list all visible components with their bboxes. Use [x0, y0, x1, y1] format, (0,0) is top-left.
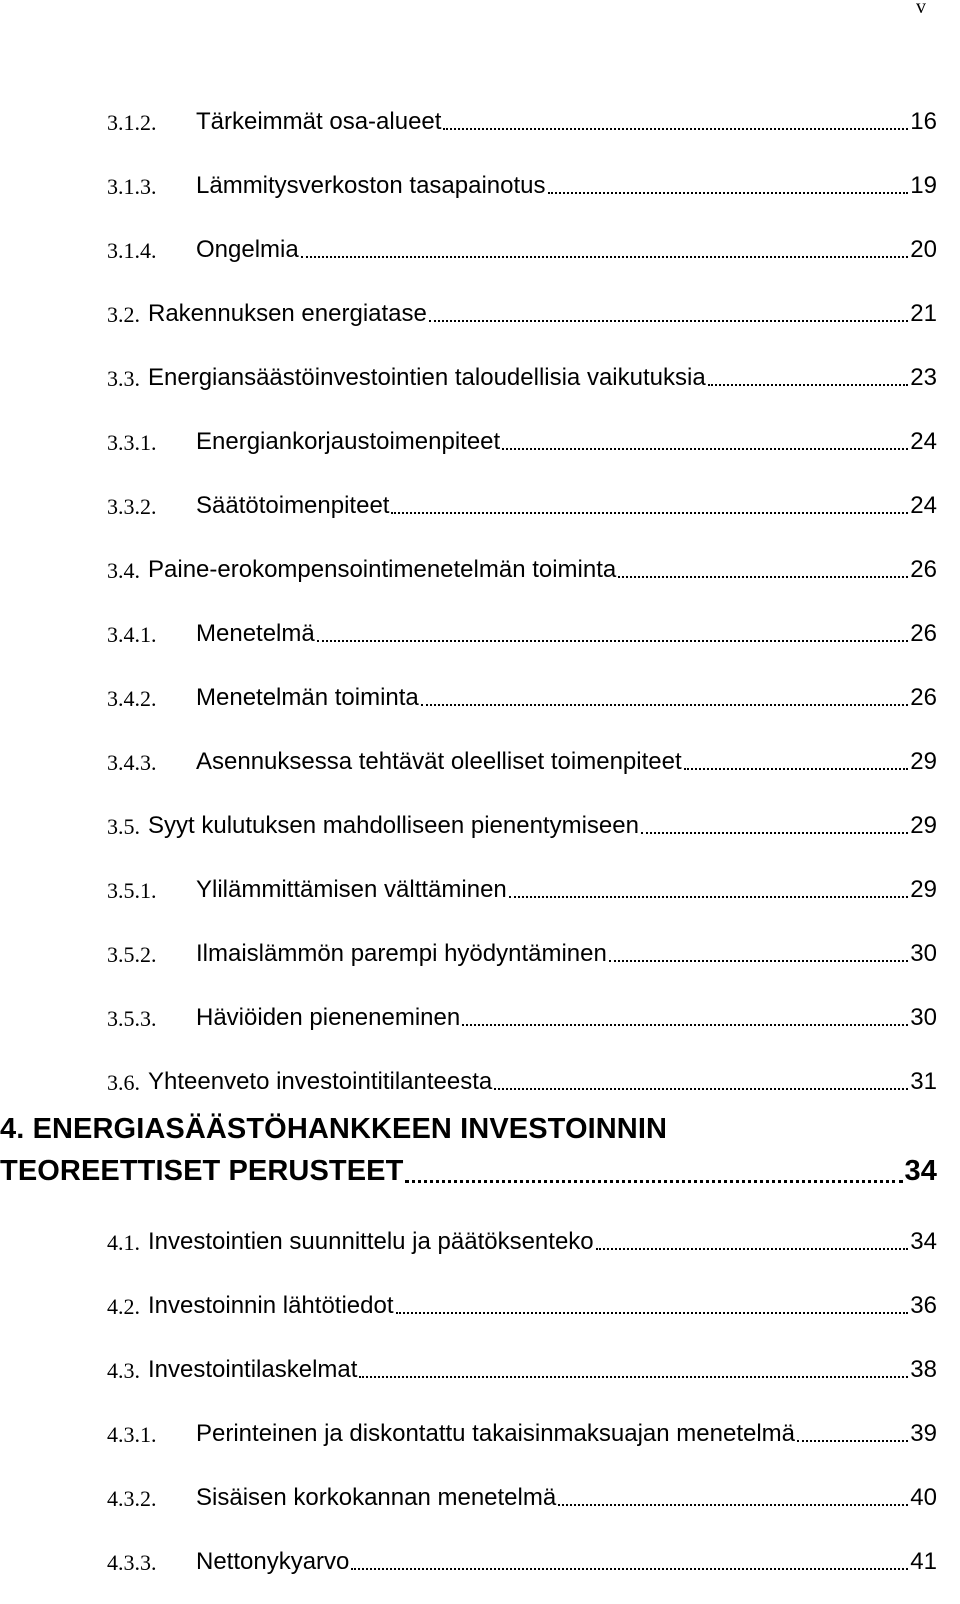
toc-entry-page: 41 [910, 1548, 937, 1576]
toc-entry-page: 23 [910, 364, 937, 392]
toc-entry[interactable] [107, 1408, 937, 1448]
toc-entry-title: Paine-erokompensointimenetelmän toiminta [148, 556, 617, 584]
toc-entry-page: 26 [910, 684, 937, 712]
toc-entry[interactable] [107, 928, 937, 968]
toc-entry[interactable] [107, 736, 937, 776]
toc-entry-page: 20 [910, 236, 937, 264]
dot-leader [708, 384, 909, 386]
toc-entry-title: Tärkeimmät osa-alueet [196, 108, 442, 136]
dot-leader [359, 1376, 908, 1378]
toc-entry[interactable] [107, 288, 937, 328]
toc-entry[interactable] [107, 864, 937, 904]
toc-entry[interactable] [107, 1536, 937, 1576]
chapter-title: ENERGIASÄÄSTÖHANKKEEN INVESTOINNIN [32, 1113, 668, 1145]
dot-leader [429, 320, 908, 322]
dot-leader [502, 448, 908, 450]
dot-leader [351, 1568, 908, 1570]
toc-entry[interactable] [107, 672, 937, 712]
dot-leader [797, 1440, 908, 1442]
toc-entry-number: 4.3.2. [107, 1485, 157, 1511]
toc-entry[interactable] [107, 480, 937, 520]
toc-entry-number: 3.5.3. [107, 1005, 157, 1031]
toc-entry[interactable] [107, 1216, 937, 1256]
chapter-title-line2-row [0, 1150, 937, 1192]
toc-entry-number: 3.6. [107, 1069, 140, 1095]
toc-entry-number: 3.5.2. [107, 941, 157, 967]
chapter-title-line1 [0, 1108, 937, 1150]
toc-entry-number: 4.2. [107, 1293, 140, 1319]
toc-entry-page: 24 [910, 492, 937, 520]
toc-entry-page: 26 [910, 620, 937, 648]
toc-entry[interactable] [107, 224, 937, 264]
dot-leader [494, 1088, 908, 1090]
toc-entry-number: 3.1.4. [107, 237, 157, 263]
toc-entry-title: Investointilaskelmat [148, 1356, 358, 1384]
dot-leader [684, 768, 909, 770]
toc-entry-number: 3.4. [107, 557, 140, 583]
toc-entry-title: Perinteinen ja diskontattu takaisinmaksuajan menetelmä [196, 1420, 796, 1448]
toc-entry-number: 3.3.2. [107, 493, 157, 519]
toc-entry[interactable] [107, 1056, 937, 1096]
toc-entry-title: Ilmaislämmön parempi hyödyntäminen [196, 940, 607, 968]
dot-leader [618, 576, 908, 578]
dot-leader [405, 1180, 902, 1183]
toc-entry[interactable] [107, 96, 937, 136]
toc-entry-page: 38 [910, 1356, 937, 1384]
toc-entry[interactable] [107, 416, 937, 456]
toc-entry[interactable] [107, 800, 937, 840]
toc-entry-page: 31 [910, 1068, 937, 1096]
chapter-page: 34 [904, 1155, 937, 1187]
toc-entry-number: 3.3.1. [107, 429, 157, 455]
toc-entry-title: Lämmitysverkoston tasapainotus [196, 172, 546, 200]
toc-entry-number: 3.1.3. [107, 173, 157, 199]
toc-entry[interactable] [107, 160, 937, 200]
toc-entry-page: 16 [910, 108, 937, 136]
dot-leader [558, 1504, 908, 1506]
toc-entry-title: Investointien suunnittelu ja päätöksenteko [148, 1228, 594, 1256]
toc-entry[interactable] [107, 1344, 937, 1384]
toc-entry-page: 21 [910, 300, 937, 328]
toc-entry-page: 29 [910, 876, 937, 904]
toc-entry-number: 3.4.1. [107, 621, 157, 647]
toc-entry-number: 4.3.3. [107, 1549, 157, 1575]
toc-entry-title: Energiankorjaustoimenpiteet [196, 428, 501, 456]
toc-entry-title: Yhteenveto investointitilanteesta [148, 1068, 493, 1096]
toc-entry-number: 3.1.2. [107, 109, 157, 135]
dot-leader [596, 1248, 909, 1250]
toc-entry[interactable] [107, 544, 937, 584]
toc-entry[interactable] [107, 1280, 937, 1320]
dot-leader [548, 192, 909, 194]
toc-entry-page: 34 [910, 1228, 937, 1256]
toc-entry[interactable] [107, 1472, 937, 1512]
toc-entry-page: 36 [910, 1292, 937, 1320]
toc-entry-number: 4.3.1. [107, 1421, 157, 1447]
toc-entry-page: 40 [910, 1484, 937, 1512]
toc-entry-title: Asennuksessa tehtävät oleelliset toimenpiteet [196, 748, 682, 776]
toc-entry-number: 3.5.1. [107, 877, 157, 903]
chapter-title-line2: TEOREETTISET PERUSTEET [0, 1155, 404, 1187]
dot-leader [462, 1024, 908, 1026]
toc-entry-number: 3.5. [107, 813, 140, 839]
toc-entry-page: 24 [910, 428, 937, 456]
dot-leader [396, 1312, 909, 1314]
toc-entry-title: Häviöiden pieneneminen [196, 1004, 461, 1032]
toc-entry-title: Sisäisen korkokannan menetelmä [196, 1484, 557, 1512]
toc-entry[interactable] [107, 992, 937, 1032]
toc-entry-page: 26 [910, 556, 937, 584]
toc-entry[interactable] [107, 352, 937, 392]
toc-entry-number: 3.2. [107, 301, 140, 327]
toc-entry-title: Menetelmä [196, 620, 315, 648]
toc-entry[interactable] [107, 608, 937, 648]
toc-entry-title: Ongelmia [196, 236, 299, 264]
dot-leader [609, 960, 908, 962]
toc-entry-number: 4.1. [107, 1229, 140, 1255]
toc-entry-number: 3.4.2. [107, 685, 157, 711]
dot-leader [421, 704, 909, 706]
dot-leader [301, 256, 909, 258]
toc-entry-number: 4.3. [107, 1357, 140, 1383]
toc-entry-page: 30 [910, 1004, 937, 1032]
toc-entry-title: Nettonykyarvo [196, 1548, 350, 1576]
page-number: v [916, 0, 926, 18]
toc-entry-title: Säätötoimenpiteet [196, 492, 390, 520]
chapter-number: 4. [0, 1113, 25, 1145]
toc-entry-title: Ylilämmittämisen välttäminen [196, 876, 507, 904]
dot-leader [391, 512, 908, 514]
toc-chapter-entry[interactable] [0, 1108, 937, 1192]
dot-leader [443, 128, 908, 130]
toc-entry-number: 3.3. [107, 365, 140, 391]
dot-leader [509, 896, 909, 898]
toc-entry-number: 3.4.3. [107, 749, 157, 775]
toc-entry-page: 19 [910, 172, 937, 200]
toc-entry-title: Menetelmän toiminta [196, 684, 419, 712]
toc-entry-page: 30 [910, 940, 937, 968]
dot-leader [641, 832, 908, 834]
toc-entry-title: Investoinnin lähtötiedot [148, 1292, 394, 1320]
dot-leader [317, 640, 909, 642]
toc-entry-title: Rakennuksen energiatase [148, 300, 427, 328]
toc-entry-page: 29 [910, 812, 937, 840]
toc-entry-title: Energiansäästöinvestointien taloudellisia vaikutuksia [148, 364, 706, 392]
toc-entry-page: 29 [910, 748, 937, 776]
toc-entry-page: 39 [910, 1420, 937, 1448]
toc-entry-title: Syyt kulutuksen mahdolliseen pienentymiseen [148, 812, 639, 840]
